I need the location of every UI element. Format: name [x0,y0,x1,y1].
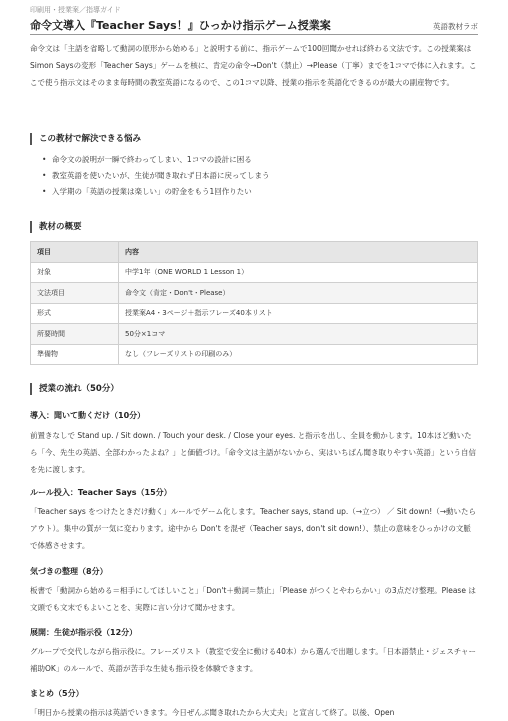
section-heading-flow: 授業の流れ（50分） [30,383,478,395]
step-heading-rules: ルール投入：Teacher Says（15分） [30,488,172,497]
step-text-rules: 「Teacher says をつけたときだけ動く」ルールでゲーム化します。Teacher says, stand up.（→立つ） ／ Sit down!（→動いたらアウト）。集中の質が一気に変わります。途中から Don't を混ぜ（Teacher says, don't sit down!）、禁止の意味をひっかけの文脈で体感させます。 [30,507,477,550]
header-divider [30,34,478,35]
table-cell-value: 50分×1コマ [119,324,478,345]
table-row [31,283,478,304]
table-cell-key: 所要時間 [31,324,119,345]
step-text-development: グループで交代しながら指示役に。フレーズリスト（教室で安全に動ける40本）から選んで出題します。「日本語禁止・ジェスチャー補助OK」のルールで、英語が苦手な生徒も指示役を体験できます。 [30,647,476,673]
intro-paragraph: 命令文は「主語を省略して動詞の原形から始める」と説明する前に、指示ゲームで100回聞かせれば終わる文法です。この授業案はSimon Saysの変形「Teacher Says」ゲームを核に、肯定の命令→Don't（禁止）→Please（丁寧）までを1コマで体に入れます。ここで使う指示文はそのまま毎時間の教室英語になるので、この1コマ以降、授業の指示を英語化できるのが最大の副産物です。 [30,44,477,87]
table-cell-key: 準備物 [31,344,119,365]
table-row [31,262,478,283]
step-text-reflection: 板書で「動詞から始める＝相手にしてほしいこと」「Don't＋動詞＝禁止」「Please がつくとやわらかい」の3点だけ整理。Please は文頭でも文末でもよいことを、実際に言い分けて聞かせます。 [30,586,476,612]
table-cell-key: 対象 [31,262,119,283]
list-item: • 入学期の「英語の授業は楽しい」の貯金をもう1回作りたい [42,184,478,200]
table-cell-value: 命令文（肯定・Don't・Please） [119,283,478,304]
brand-name: 英語教材ラボ [433,22,478,31]
table-row [31,344,478,365]
problems-list [42,152,478,200]
table-cell-value: 授業案A4・3ページ＋指示フレーズ40本リスト [119,303,478,324]
table-cell-key: 形式 [31,303,119,324]
step-heading-intro: 導入：聞いて動くだけ（10分） [30,411,146,420]
column-header-content: 内容 [119,242,478,263]
category-label: 印刷用・授業案／指導ガイド [30,6,121,14]
step-heading-development: 展開：生徒が指示役（12分） [30,628,138,637]
section-heading-problems: この教材で解決できる悩み [30,133,478,145]
overview-table [30,241,478,365]
list-item: • 命令文の説明が一瞬で終わってしまい、1コマの設計に困る [42,152,478,168]
list-item: • 教室英語を使いたいが、生徒が聞き取れず日本語に戻ってしまう [42,168,478,184]
step-text-summary: 「明日から授業の指示は英語でいきます。今日ぜんぶ聞き取れたから大丈夫」と宣言して終了。以後、Open [30,708,395,717]
page-title: 命令文導入『Teacher Says！』ひっかけ指示ゲーム授業案 [30,19,331,32]
table-row [31,303,478,324]
step-heading-summary: まとめ（5分） [30,689,84,698]
table-cell-key: 文法項目 [31,283,119,304]
table-row [31,324,478,345]
table-header-row [31,242,478,263]
table-cell-value: なし（フレーズリストの印刷のみ） [119,344,478,365]
step-heading-reflection: 気づきの整理（8分） [30,567,108,576]
table-cell-value: 中学1年（ONE WORLD 1 Lesson 1） [119,262,478,283]
step-text-intro: 前置きなしで Stand up. / Sit down. / Touch your desk. / Close your eyes. と指示を出し、全員を動かします。10本ほど動いたら「今、先生の英語、全部わかったよね？」と価値づけ。「命令文は主語がないから、実はいちばん聞き取りやすい英語」という自信を先に渡します。 [30,431,476,474]
column-header-item: 項目 [31,242,119,263]
section-heading-overview: 教材の概要 [30,221,478,233]
